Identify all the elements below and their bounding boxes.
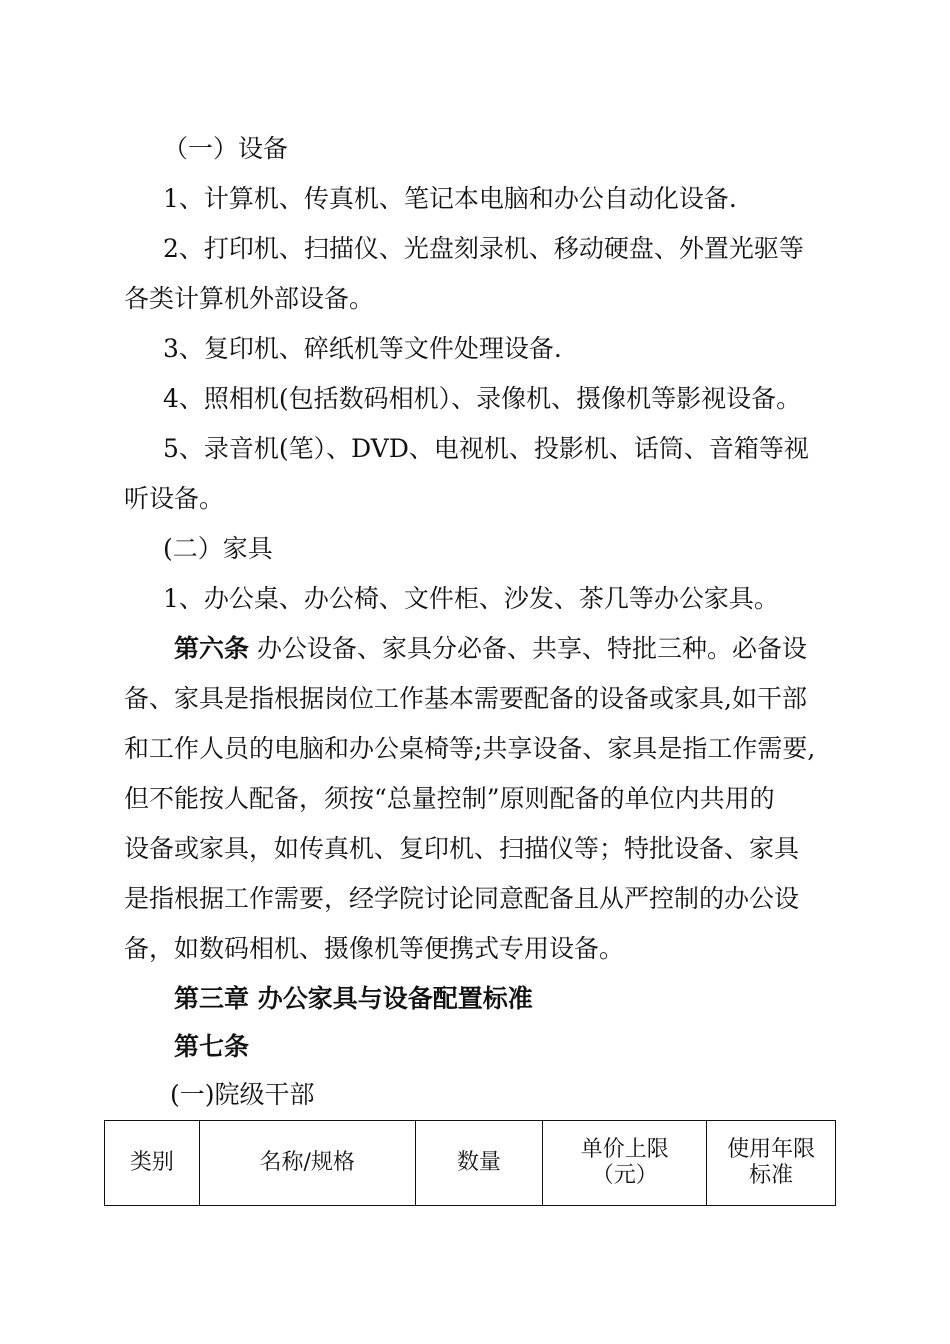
list-item-continuation: 各类计算机外部设备。 <box>124 284 375 313</box>
paragraph-line: 和工作人员的电脑和办公桌椅等;共享设备、家具是指工作需要, <box>124 734 816 763</box>
list-item: 1、计算机、传真机、笔记本电脑和办公自动化设备. <box>163 184 737 213</box>
header-service-life: 使用年限 标准 <box>707 1121 836 1206</box>
header-unit-price-limit: 单价上限 （元） <box>543 1121 707 1206</box>
table-header-row <box>105 1121 836 1206</box>
paragraph-line: 备、家具是指根据岗位工作基本需要配备的设备或家具,如干部 <box>124 684 807 713</box>
allocation-standard-table <box>104 1120 836 1206</box>
subsection-heading: (一)院级干部 <box>170 1080 315 1109</box>
section-heading-equipment: （一）设备 <box>163 134 289 163</box>
list-item: 1、办公桌、办公椅、文件柜、沙发、茶几等办公家具。 <box>163 584 779 613</box>
article-7-heading: 第七条 <box>174 1032 250 1061</box>
article-6-first-line <box>174 624 836 674</box>
header-quantity: 数量 <box>415 1121 543 1206</box>
chapter-3-heading: 第三章 办公家具与设备配置标准 <box>174 984 533 1013</box>
paragraph-line: 是指根据工作需要，经学院讨论同意配备且从严控制的办公设 <box>124 884 800 913</box>
paragraph-line: 备，如数码相机、摄像机等便携式专用设备。 <box>124 934 625 963</box>
header-name-spec: 名称/规格 <box>199 1121 415 1206</box>
article-6-text: 办公设备、家具分必备、共享、特批三种。必备设 <box>256 634 807 663</box>
list-item: 5、录音机(笔）、DVD、电视机、投影机、话筒、音箱等视 <box>163 434 809 463</box>
list-item: 3、复印机、碎纸机等文件处理设备. <box>163 334 562 363</box>
list-item-continuation: 听设备。 <box>124 484 225 513</box>
header-category: 类别 <box>105 1121 200 1206</box>
paragraph-line: 设备或家具，如传真机、复印机、扫描仪等；特批设备、家具 <box>124 834 800 863</box>
section-heading-furniture: (二）家具 <box>163 534 273 563</box>
list-item: 2、打印机、扫描仪、光盘刻录机、移动硬盘、外置光驱等 <box>163 234 804 263</box>
list-item: 4、照相机(包括数码相机）、录像机、摄像机等影视设备。 <box>163 384 802 413</box>
paragraph-line: 但不能按人配备，须按“总量控制”原则配备的单位内共用的 <box>124 784 775 813</box>
article-6-title: 第六条 <box>174 634 250 663</box>
